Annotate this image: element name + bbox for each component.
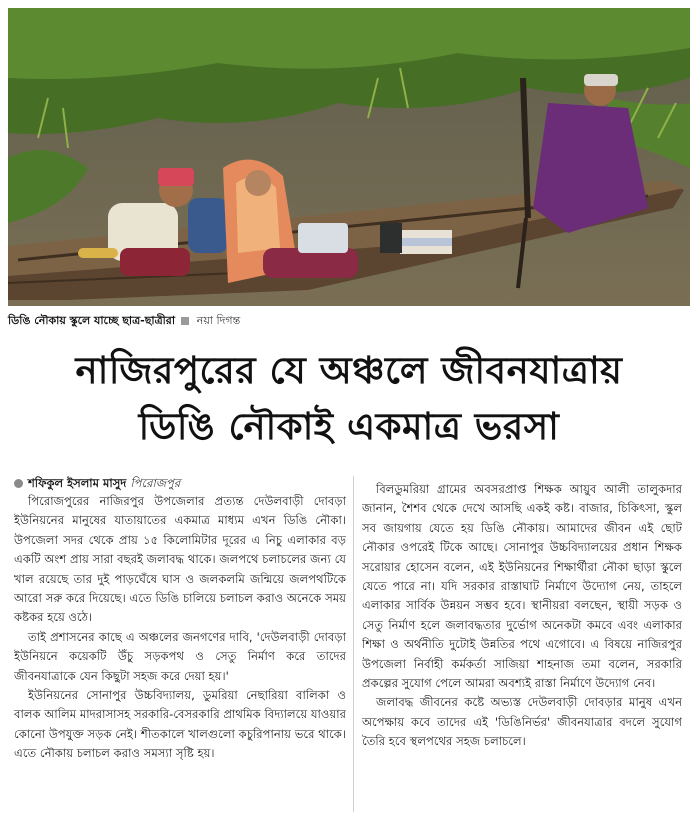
photo-caption	[8, 312, 690, 330]
paragraph: বিলডুমরিয়া গ্রামের অবসরপ্রাপ্ত শিক্ষক আয়ুব আলী তালুকদার জানান, শৈশব থেকে দেখে আসছি একই কষ্ট। বাজার, চিকিৎসা, স্কুল সব জায়গায় যেতে হয় ডিঙি নৌকায়। আমাদের জীবন এই ছোট নৌকার ওপরেই টিকে আছে। সোনাপুর উচ্চবিদ্যালয়ের প্রধান শিক্ষক সরোয়ার হোসেন বলেন, এই ইউনিয়নের শিক্ষার্থীরা নৌকা ছাড়া স্কুলে যেতে পারে না। যদি সরকার রাস্তাঘাট নির্মাণে উদ্যোগ নেয়, তাহলে এলাকার সার্বিক উন্নয়ন সম্ভব হবে। স্থানীয়রা বলছেন, স্থায়ী সড়ক ও সেতু নির্মাণ হলে জলাবদ্ধতার দুর্ভোগ অনেকটা কমবে এবং এলাকার শিক্ষা ও অর্থনীতি দুটোই উন্নতির পথে এগোবে। এ বিষয়ে নাজিরপুর উপজেলা নির্বাহী কর্মকর্তা সাজিয়া শাহনাজ তমা বলেন, সরকারি প্রকল্পের সুযোগ পেলে আমরা অবশ্যই রাস্তা নির্মাণে উদ্যোগ নেব।	[362, 482, 682, 691]
photo-boat-children	[8, 8, 690, 306]
paragraph: তাই প্রশাসনের কাছে এ অঞ্চলের জনগণের দাবি, 'দেউলবাড়ী দোবড়া ইউনিয়নে কয়েকটি উঁচু সড়কপথ ও সেতু নির্মাণ করে তাদের জীবনযাত্রাকে যেন কিছুটা সহজ করে দেয়া হয়।'	[14, 629, 346, 683]
paragraph: পিরোজপুরের নাজিরপুর উপজেলার প্রত্যন্ত দেউলবাড়ী দোবড়া ইউনিয়নের মানুষের যাতায়াতের একমাত্র মাধ্যম এখন ডিঙি নৌকা। উপজেলা সদর থেকে প্রায় ১৫ কিলোমিটার দূরের এ নিচু এলাকার বড় একটি অংশ প্রায় সারা বছরই জলাবদ্ধ থাকে। জলপথে চলাচলের জন্য যে খাল রয়েছে তার দুই পাড়ঘেঁষে ঘাস ও জলকলমি জন্মিয়ে জলপথটিকে আরো সরু করে দিয়েছে। এতে ডিঙি চালিয়ে চলাচল করাও অনেকে সময় কষ্টকর হয়ে ওঠে।	[14, 494, 346, 625]
caption-text: ডিঙি নৌকায় স্কুলে যাচ্ছে ছাত্র-ছাত্রীরা	[8, 314, 176, 327]
paragraph: ইউনিয়নের সোনাপুর উচ্চবিদ্যালয়, ডুমরিয়া নেছারিয়া বালিকা ও বালক আলিম মাদরাসাসহ সরকারি-বেসরকারি প্রাথমিক বিদ্যালয়ে যাওয়ার কোনো উপযুক্ত সড়ক নেই। শীতকালে খালগুলো কচুরিপানায় ভরে থাকে। এতে নৌকায় চলাচল করাও সমস্যা সৃষ্টি হয়।	[14, 688, 346, 761]
article-column-right	[362, 480, 682, 752]
reporter-name: শফিকুল ইসলাম মাসুদ	[28, 476, 127, 490]
headline-line-2: ডিঙি নৌকাই একমাত্র ভরসা	[138, 405, 560, 448]
caption-source: নয়া দিগন্ত	[196, 314, 241, 327]
bullet-icon	[14, 479, 23, 488]
column-divider	[353, 476, 354, 812]
separator-square-icon	[181, 317, 189, 325]
article-column-left	[14, 492, 346, 764]
news-photo	[8, 8, 690, 306]
paragraph: জলাবদ্ধ জীবনের কষ্টে অভ্যস্ত দেউলবাড়ী দোবড়ার মানুষ এখন অপেক্ষায় কবে তাদের এই 'ডিঙিনির্ভর' জীবনযাত্রার বদলে সুযোগ তৈরি হবে স্থলপথের সহজ চলাচলে।	[362, 695, 682, 749]
dateline-place: পিরোজপুর	[130, 476, 181, 490]
headline-line-1: নাজিরপুরের যে অঞ্চলে জীবনযাত্রায়	[75, 349, 623, 392]
byline	[14, 474, 344, 492]
